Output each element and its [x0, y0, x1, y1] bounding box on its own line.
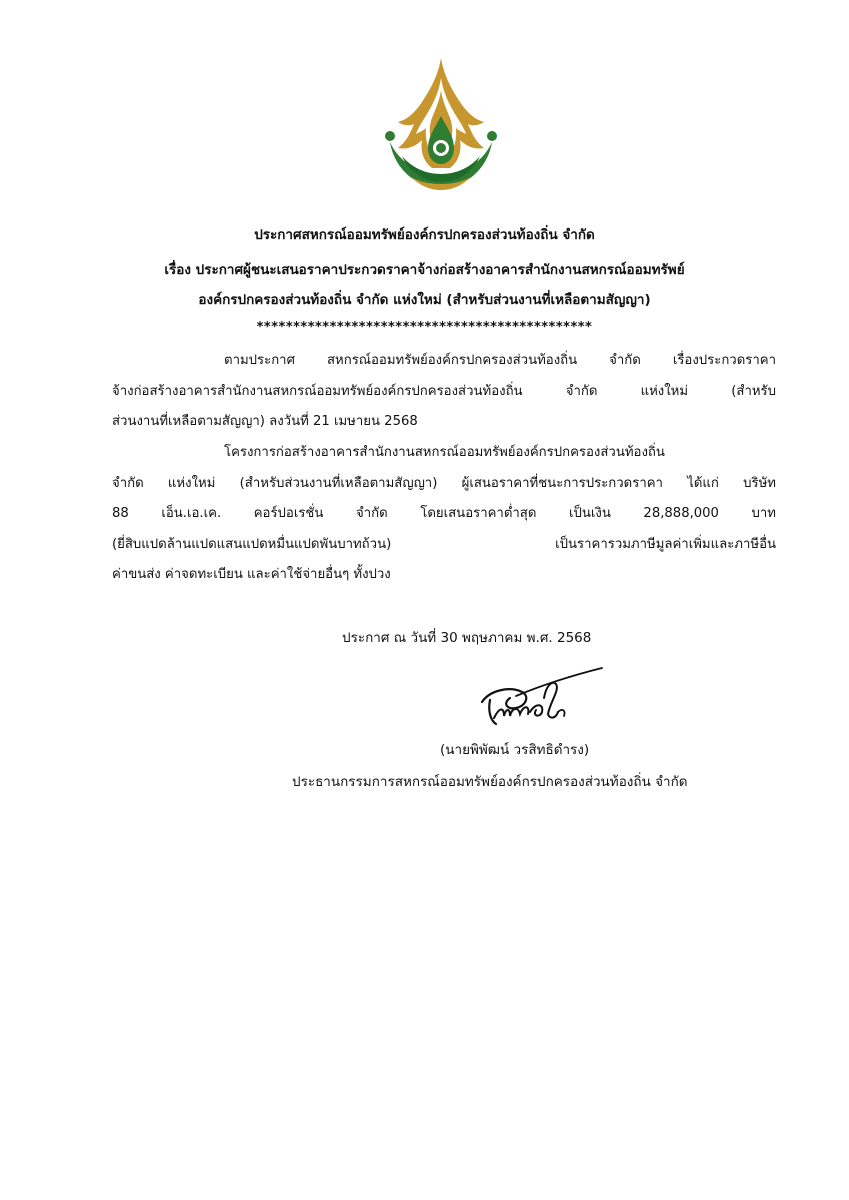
separator-line: **********************************************: [256, 320, 593, 335]
cooperative-emblem-icon: [380, 56, 502, 196]
paragraph-line: (ยี่สิบแปดล้านแปดแสนแปดหมื่นแปดพันบาทถ้วน) เป็นราคารวมภาษีมูลค่าเพิ่มและภาษีอื่น: [112, 536, 776, 552]
paragraph-line: 88 เอ็น.เอ.เค. คอร์ปอเรชั่น จำกัด โดยเสนอราคาต่ำสุด เป็นเงิน 28,888,000 บาท: [112, 506, 776, 521]
announcement-date: ประกาศ ณ วันที่ 30 พฤษภาคม พ.ศ. 2568: [342, 630, 592, 646]
paragraph-line: จำกัด แห่งใหม่ (สำหรับส่วนงานที่เหลือตามสัญญา) ผู้เสนอราคาที่ชนะการประกวดราคา ได้แก่ บริษัท: [112, 475, 776, 491]
paragraph-line: โครงการก่อสร้างอาคารสำนักงานสหกรณ์ออมทรัพย์องค์กรปกครองส่วนท้องถิ่น: [224, 445, 665, 460]
paragraph-line: ค่าขนส่ง ค่าจดทะเบียน และค่าใช้จ่ายอื่นๆ ทั้งปวง: [112, 567, 391, 582]
paragraph-line: ตามประกาศ สหกรณ์ออมทรัพย์องค์กรปกครองส่วนท้องถิ่น จำกัด เรื่องประกวดราคา: [224, 353, 776, 368]
announcement-subject: เรื่อง ประกาศผู้ชนะเสนอราคาประกวดราคาจ้างก่อสร้างอาคารสำนักงานสหกรณ์ออมทรัพย์: [164, 262, 685, 278]
announcement-title: ประกาศสหกรณ์ออมทรัพย์องค์กรปกครองส่วนท้องถิ่น จำกัด: [254, 227, 595, 243]
paragraph-line: ส่วนงานที่เหลือตามสัญญา) ลงวันที่ 21 เมษายน 2568: [112, 414, 418, 429]
paragraph-reference: [112, 346, 776, 438]
announcement-subject-continued: องค์กรปกครองส่วนท้องถิ่น จำกัด แห่งใหม่ (สำหรับส่วนงานที่เหลือตามสัญญา): [198, 292, 651, 308]
signer-name: (นายพิพัฒน์ วรสิทธิดำรง): [440, 742, 590, 758]
paragraph-line: จ้างก่อสร้างอาคารสำนักงานสหกรณ์ออมทรัพย์องค์กรปกครองส่วนท้องถิ่น จำกัด แห่งใหม่ (สำหรับ: [112, 383, 776, 399]
signer-title: ประธานกรรมการสหกรณ์ออมทรัพย์องค์กรปกครองส่วนท้องถิ่น จำกัด: [292, 774, 688, 790]
paragraph-winner: [112, 438, 776, 591]
handwritten-signature-icon: [470, 662, 610, 732]
